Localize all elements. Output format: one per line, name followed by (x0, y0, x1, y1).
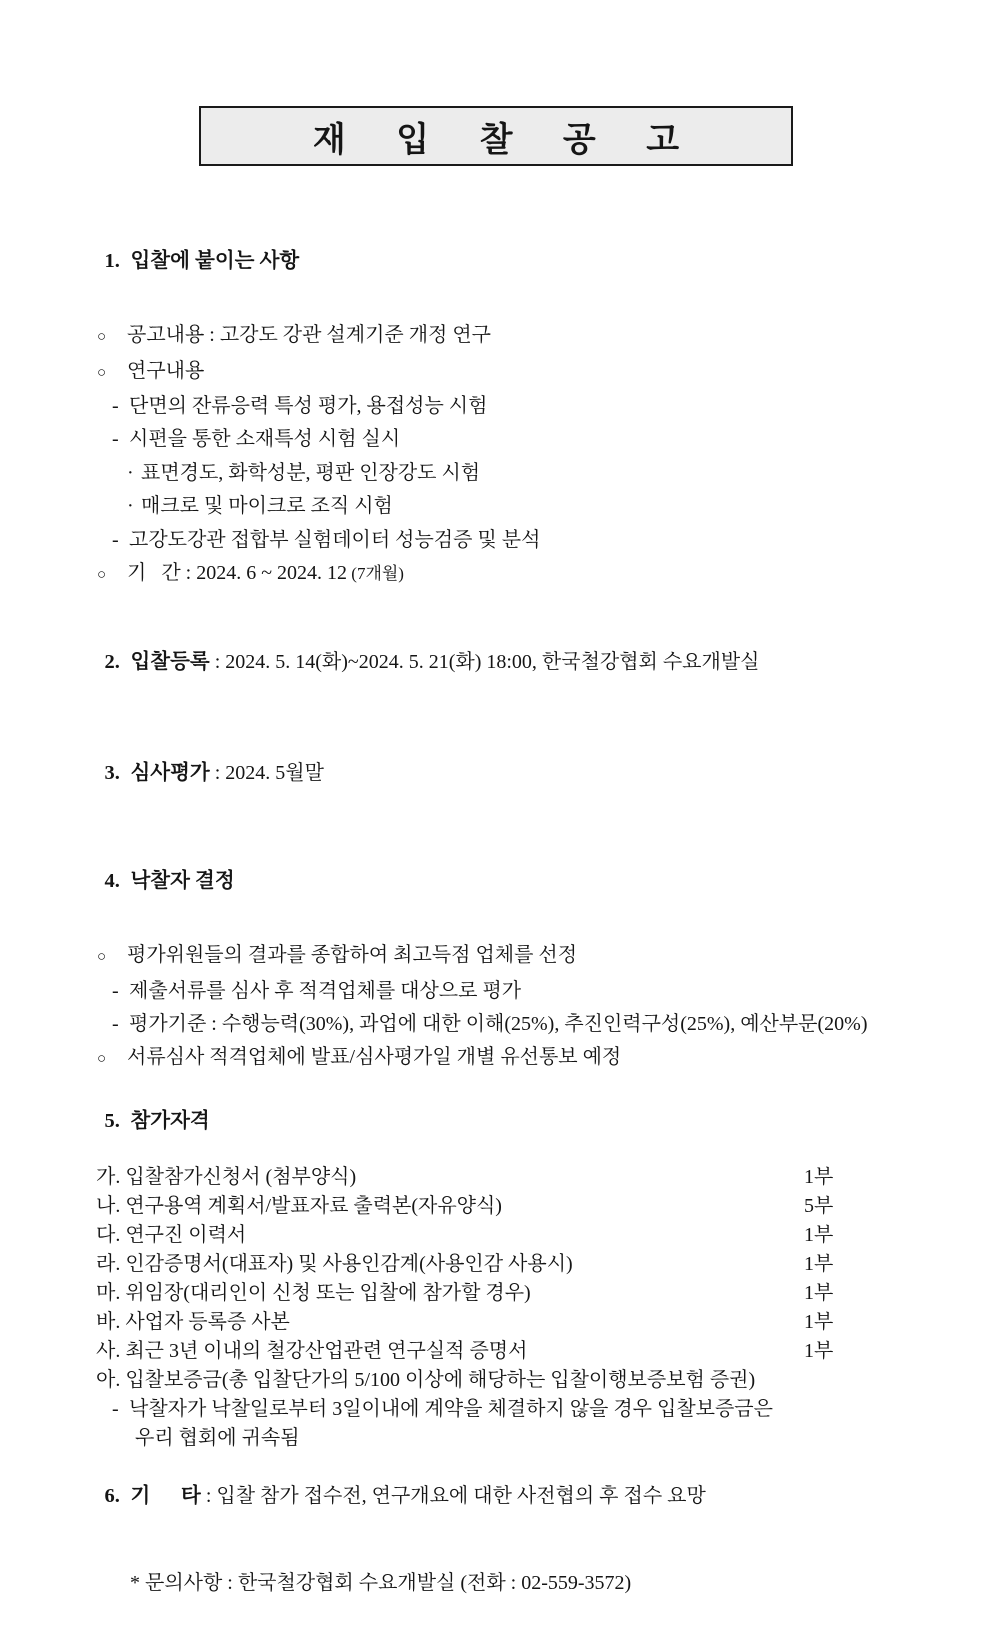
copy-count: 1부 (804, 1281, 834, 1304)
requirement-label: 사. 최근 3년 이내의 철강산업관련 연구실적 증명서 (96, 1339, 528, 1362)
dot-bullet: · (127, 461, 134, 484)
circle-bullet: ○ (97, 329, 107, 346)
section-4-number: 4. (104, 870, 120, 893)
contact-note (0, 1540, 992, 1627)
section-3-heading (0, 724, 992, 824)
copy-count: 1부 (804, 1339, 834, 1362)
copy-count: 1부 (804, 1223, 834, 1246)
list-item (0, 524, 992, 557)
item-text: 고강도강관 접합부 실험데이터 성능검증 및 분석 (129, 528, 541, 551)
list-item (0, 390, 992, 423)
requirement-row (0, 1192, 992, 1221)
section-6-title: 기 타 (130, 1484, 201, 1507)
section-5-rows (0, 1163, 992, 1453)
section-1-title: 입찰에 붙이는 사항 (130, 250, 300, 273)
section-6-number: 6. (104, 1484, 120, 1507)
section-2-title: 입찰등록 (130, 650, 210, 673)
item-text: 매크로 및 마이크로 조직 시험 (141, 495, 393, 518)
section-4-items (0, 939, 992, 1077)
circle-bullet: ○ (97, 1051, 107, 1068)
list-item (0, 490, 992, 523)
dash-bullet: - (112, 528, 119, 551)
dash-bullet: - (112, 428, 119, 451)
list-item (0, 975, 992, 1008)
item-text: 평가기준 : 수행능력(30%), 과업에 대한 이해(25%), 추진인력구성(25%), 예산부문(20%) (129, 1012, 868, 1035)
section-5-title: 참가자격 (130, 1109, 210, 1132)
section-1-items (0, 319, 992, 592)
section-6-heading (0, 1453, 992, 1540)
requirement-row (0, 1337, 992, 1366)
item-text: 서류심사 적격업체에 발표/심사평가일 개별 유선통보 예정 (127, 1046, 622, 1069)
item-text: 표면경도, 화학성분, 평판 인장강도 시험 (141, 461, 481, 484)
requirement-row (0, 1163, 992, 1192)
rebid-notice-document (0, 106, 992, 1594)
section-3-title: 심사평가 (130, 762, 210, 785)
contact-note-text: * 문의사항 : 한국철강협회 수요개발실 (전화 : 02-559-3572) (130, 1571, 632, 1594)
dot-bullet: · (127, 495, 134, 518)
circle-bullet: ○ (97, 949, 107, 966)
item-text: 연구내용 (127, 359, 205, 382)
copy-count: 5부 (804, 1194, 834, 1217)
requirement-row (0, 1221, 992, 1250)
requirement-row (0, 1279, 992, 1308)
requirement-label: 라. 인감증명서(대표자) 및 사용인감계(사용인감 사용시) (96, 1252, 573, 1275)
note-text: 우리 협회에 귀속됨 (135, 1426, 300, 1449)
requirement-row (0, 1308, 992, 1337)
section-1-number: 1. (104, 250, 120, 273)
document-title-box (199, 106, 793, 166)
dash-bullet: - (112, 1397, 119, 1420)
list-item (0, 1008, 992, 1041)
dash-bullet: - (112, 1012, 119, 1035)
item-suffix: (7개월) (347, 564, 404, 584)
section-2-text: : 2024. 5. 14(화)~2024. 5. 21(화) 18:00, 한국철강협회 수요개발실 (209, 650, 760, 673)
requirement-row (0, 1250, 992, 1279)
item-text: 기 간 : 2024. 6 ~ 2024. 12 (127, 562, 348, 585)
dash-bullet: - (112, 979, 119, 1002)
section-3-text: : 2024. 5월말 (209, 762, 324, 785)
section-4-title: 낙찰자 결정 (130, 870, 235, 893)
section-2-heading (0, 612, 992, 712)
deposit-note-line-2 (0, 1424, 992, 1453)
list-item (0, 557, 992, 592)
list-item (0, 423, 992, 456)
list-item (0, 1041, 992, 1076)
item-text: 시편을 통한 소재특성 시험 실시 (129, 428, 401, 451)
copy-count: 1부 (804, 1310, 834, 1333)
requirement-label: 나. 연구용역 계획서/발표자료 출력본(자유양식) (96, 1194, 502, 1217)
requirement-label: 바. 사업자 등록증 사본 (96, 1310, 290, 1333)
deposit-note-line-1 (0, 1395, 992, 1424)
list-item (0, 457, 992, 490)
item-text: 단면의 잔류응력 특성 평가, 용접성능 시험 (129, 395, 488, 418)
copy-count: 1부 (804, 1252, 834, 1275)
section-4-heading (0, 832, 992, 932)
item-text: 공고내용 : 고강도 강관 설계기준 개정 연구 (127, 324, 491, 347)
circle-bullet: ○ (97, 567, 107, 584)
requirement-label: 가. 입찰참가신청서 (첨부양식) (96, 1165, 357, 1188)
list-item (0, 939, 992, 974)
requirement-label: 아. 입찰보증금(총 입찰단가의 5/100 이상에 해당하는 입찰이행보증보험 증권) (96, 1368, 756, 1391)
section-5-number: 5. (104, 1109, 120, 1132)
dash-bullet: - (112, 395, 119, 418)
item-text: 평가위원들의 결과를 종합하여 최고득점 업체를 선정 (127, 944, 578, 967)
list-item (0, 319, 992, 354)
section-6-text: : 입찰 참가 접수전, 연구개요에 대한 사전협의 후 접수 요망 (200, 1484, 706, 1507)
list-item (0, 355, 992, 390)
item-text: 제출서류를 심사 후 적격업체를 대상으로 평가 (129, 979, 522, 1002)
section-2-number: 2. (104, 650, 120, 673)
requirement-label: 마. 위임장(대리인이 신청 또는 입찰에 참가할 경우) (96, 1281, 531, 1304)
requirement-row (0, 1366, 992, 1395)
section-1-heading (0, 212, 992, 312)
circle-bullet: ○ (97, 364, 107, 381)
requirement-label: 다. 연구진 이력서 (96, 1223, 247, 1246)
section-5-heading (0, 1079, 992, 1163)
section-3-number: 3. (104, 762, 120, 785)
copy-count: 1부 (804, 1165, 834, 1188)
document-title: 재 입 찰 공 고 (312, 121, 701, 159)
note-text: 낙찰자가 낙찰일로부터 3일이내에 계약을 체결하지 않을 경우 입찰보증금은 (129, 1397, 773, 1420)
